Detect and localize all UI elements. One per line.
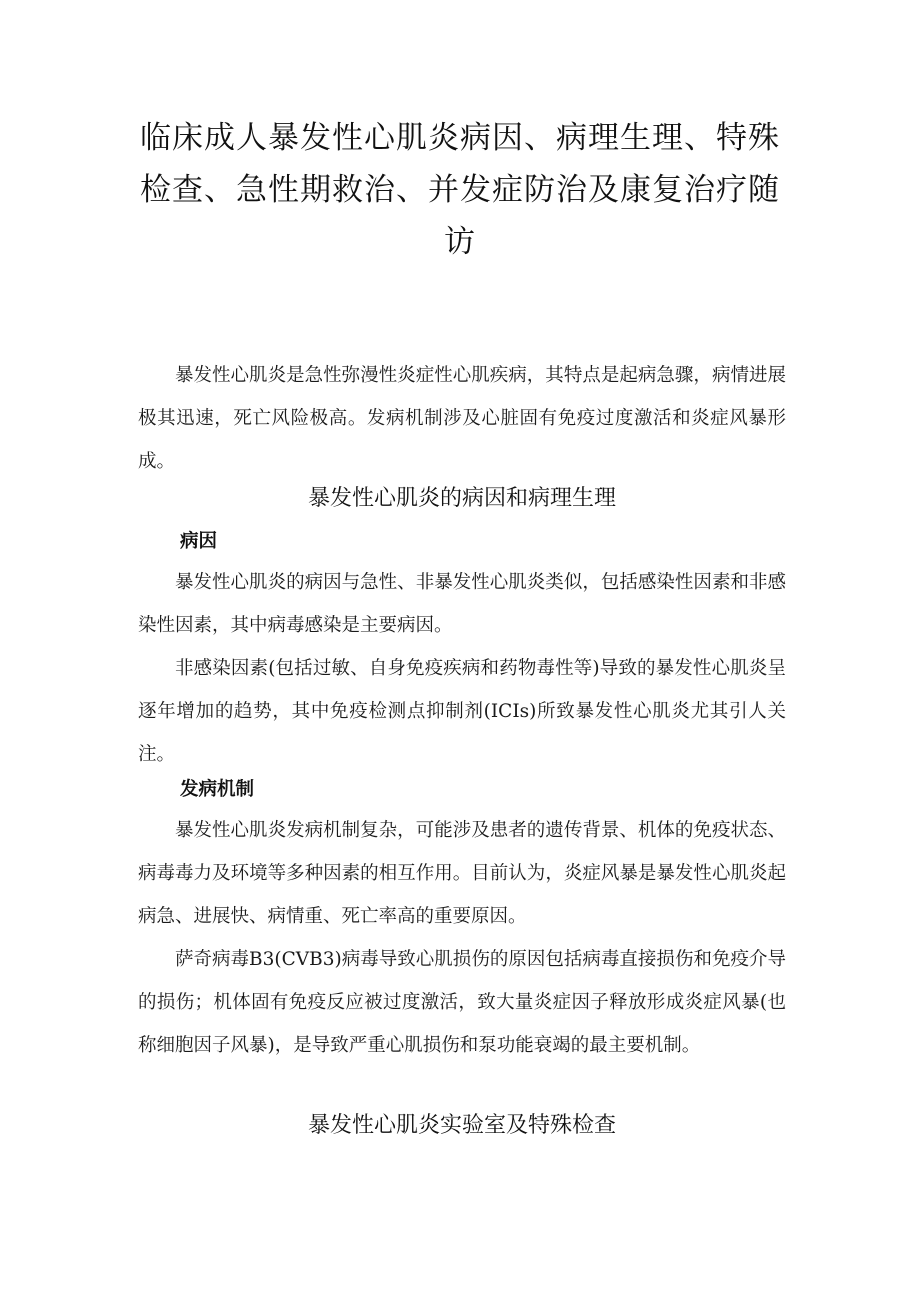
pathogenesis-paragraph-1: 暴发性心肌炎发病机制复杂，可能涉及患者的遗传背景、机体的免疫状态、病毒毒力及环境等多种因素的相互作用。目前认为，炎症风暴是暴发性心肌炎起病急、进展快、病情重、死亡率高的重要原因。 (138, 820, 786, 927)
etiology-paragraph-2: 非感染因素(包括过敏、自身免疫疾病和药物毒性等)导致的暴发性心肌炎呈逐年增加的趋势，其中免疫检测点抑制剂(ICIs)所致暴发性心肌炎尤其引人关注。 (138, 658, 786, 765)
subheading-pathogenesis: 发病机制 (180, 779, 255, 800)
etiology-paragraph-1: 暴发性心肌炎的病因与急性、非暴发性心肌炎类似，包括感染性因素和非感染性因素，其中病毒感染是主要病因。 (138, 572, 786, 636)
document-title: 临床成人暴发性心肌炎病因、病理生理、特殊检查、急性期救治、并发症防治及康复治疗随访 (140, 120, 780, 260)
intro-paragraph: 暴发性心肌炎是急性弥漫性炎症性心肌疾病，其特点是起病急骤，病情进展极其迅速，死亡风险极高。发病机制涉及心脏固有免疫过度激活和炎症风暴形成。 (138, 365, 786, 472)
section-heading-lab-special-exams: 暴发性心肌炎实验室及特殊检查 (307, 1113, 616, 1138)
pathogenesis-paragraph-2: 萨奇病毒B3(CVB3)病毒导致心肌损伤的原因包括病毒直接损伤和免疫介导的损伤；机体固有免疫反应被过度激活，致大量炎症因子释放形成炎症风暴(也称细胞因子风暴)，是导致严重心肌损伤和泵功能衰竭的最主要机制。 (138, 949, 786, 1056)
section-heading-etiology-pathophysiology: 暴发性心肌炎的病因和病理生理 (307, 486, 616, 511)
subheading-etiology: 病因 (180, 531, 218, 552)
